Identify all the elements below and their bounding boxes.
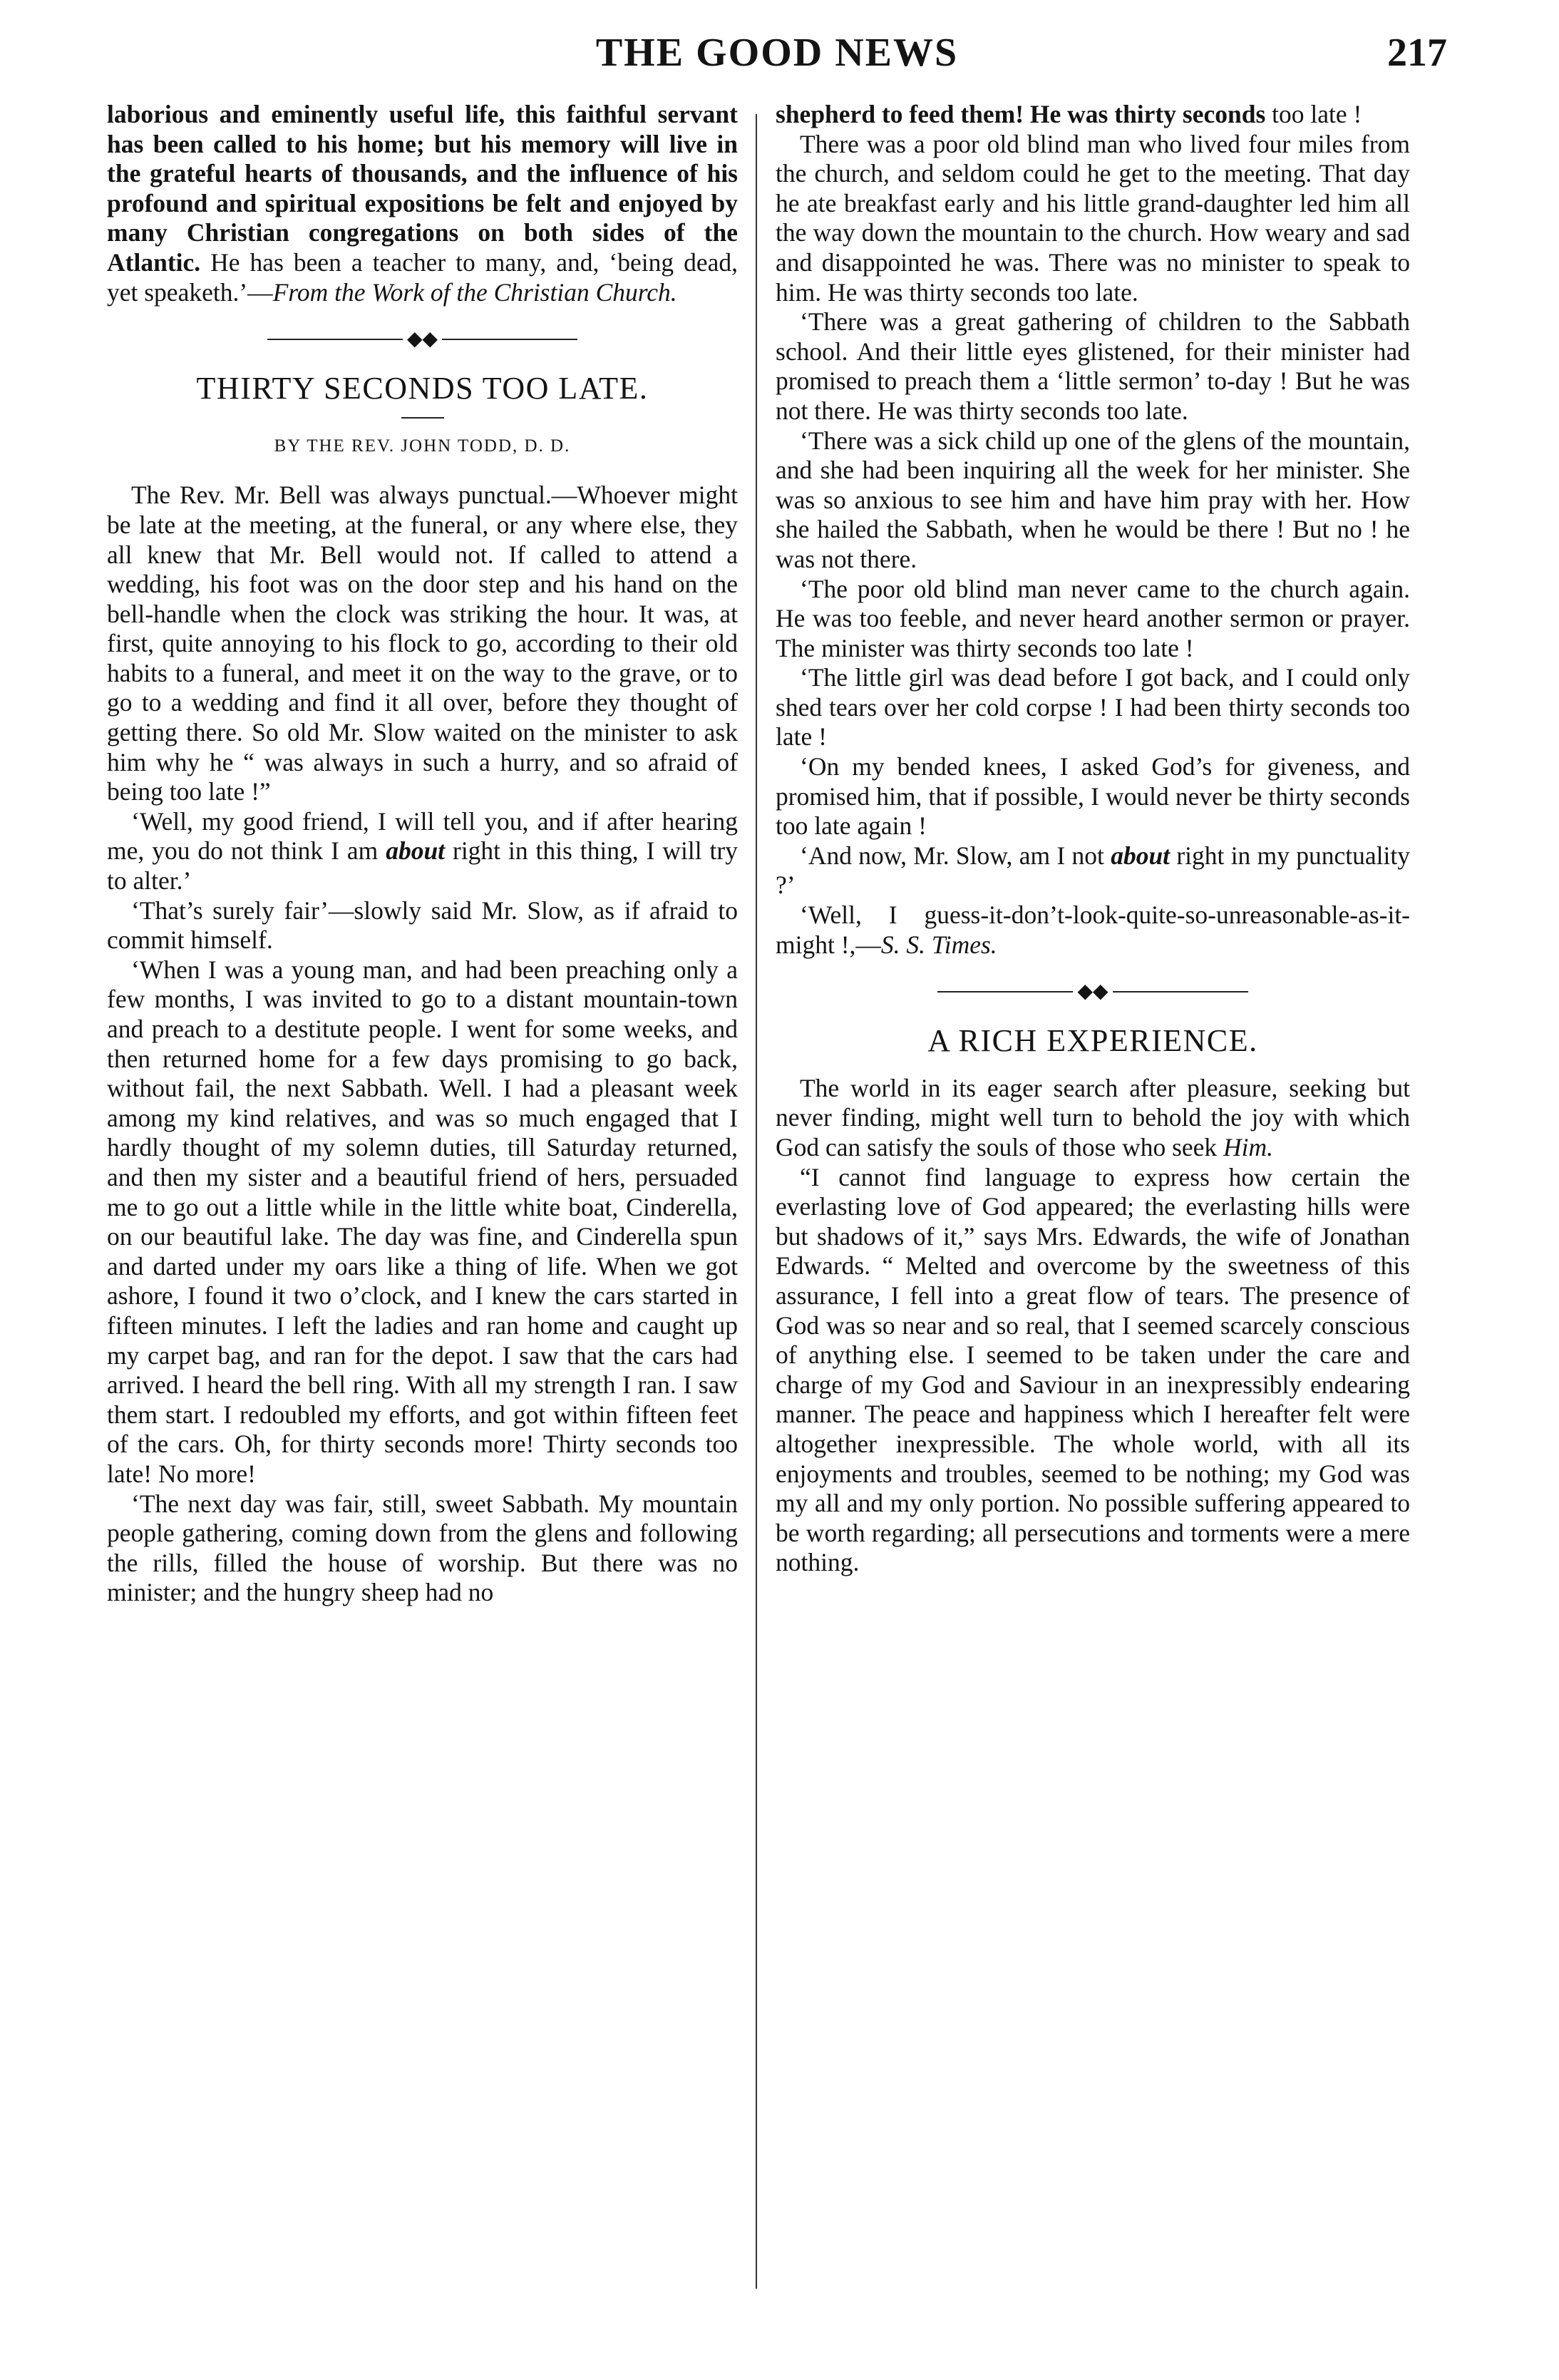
right-column [776, 100, 1410, 1578]
paragraph: ‘That’s surely fair’—slowly said Mr. Slow, as if afraid to commit himself. [107, 896, 738, 955]
paragraph: ‘On my bended knees, I asked God’s for giveness, and promised him, that if possible, I would never be thirty seconds too late again ! [776, 752, 1410, 841]
left-column [107, 100, 738, 1608]
article-body-right [776, 100, 1410, 960]
title-rule [401, 417, 444, 419]
paragraph: ‘The poor old blind man never came to the church again. He was too feeble, and never heard another sermon or prayer. The minister was thirty seconds too late ! [776, 574, 1410, 662]
section-separator: ◆◆ [107, 326, 738, 352]
page-number: 217 [1387, 31, 1447, 75]
paragraph: ‘The next day was fair, still, sweet Sabbath. My mountain people gathering, coming down from the glens and following the rills, filled the house of worship. But there was no minister; and the hungry sheep had no [107, 1489, 738, 1607]
intro-paragraph: laborious and eminently useful life, this faithful servant has been called to his home; but his memory will live in the grateful hearts of thousands, and the influence of his profound and spiritual expositions be felt and enjoyed by many Christian congregations on both sides of the Atlantic. He has been a teacher to many, and, ‘being dead, yet speaketh.’—From the Work of the Christian Church. [107, 100, 738, 307]
article2-title: A RICH EXPERIENCE. [927, 1022, 1258, 1058]
article2-body [776, 1074, 1410, 1578]
paragraph: ‘And now, Mr. Slow, am I not about right in my punctuality ?’ [776, 841, 1410, 900]
paragraph: The world in its eager search after pleasure, seeking but never finding, might well turn to behold the joy with which God can satisfy the souls of those who seek Him. [776, 1073, 1410, 1161]
paragraph: “I cannot find language to express how certain the everlasting love of God appeared; the everlasting hills were but shadows of it,” says Mrs. Edwards, the wife of Jonathan Edwards. “ Melted and overcome by the sweetness of this assurance, I fell into a great flow of tears. The presence of God was so near and so real, that I seemed scarcely conscious of anything else. I seemed to be taken under the care and charge of my God and Saviour in an inexpressibly endearing manner. The peace and happiness which I hereafter felt were altogether inexpressible. The whole world, with all its enjoyments and troubles, seemed to be nothing; my God was my all and my only portion. No possible suffering appeared to be worth regarding; all persecutions and torments were a mere nothing. [776, 1162, 1410, 1577]
page-header [107, 30, 1447, 87]
paragraph: ‘The little girl was dead before I got back, and I could only shed tears over her cold corpse ! I had been thirty seconds too late ! [776, 663, 1410, 752]
periodical-title: THE GOOD NEWS [595, 31, 959, 75]
article-byline: BY THE REV. JOHN TODD, D. D. [274, 436, 571, 456]
paragraph: ‘Well, I guess-it-don’t-look-quite-so-unreasonable-as-it-might !,—S. S. Times. [776, 901, 1410, 959]
paragraph: shepherd to feed them! He was thirty seconds too late ! [776, 100, 1362, 128]
section-separator-2: ◆◆ [776, 978, 1410, 1004]
paragraph: The Rev. Mr. Bell was always punctual.—Whoever might be late at the meeting, at the funeral, or any where else, they all knew that Mr. Bell would not. If called to attend a wedding, his foot was on the door step and his hand on the bell-handle when the clock was striking the hour. It was, at first, quite annoying to his flock to go, according to their old habits to a funeral, and meet it on the way to the grave, or to go to a wedding and find it all over, before they thought of getting there. So old Mr. Slow waited on the minister to ask him why he “ was always in such a hurry, and so afraid of being too late !” [107, 481, 738, 806]
article-title: THIRTY SECONDS TOO LATE. [196, 370, 649, 406]
column-divider [756, 114, 757, 2289]
paragraph: ‘When I was a young man, and had been preaching only a few months, I was invited to go to a distant mountain-town and preach to a destitute people. I went for some weeks, and then returned home for a few days promising to go back, without fail, the next Sabbath. Well. I had a pleasant week among my kind relatives, and was so much engaged that I hardly thought of my solemn duties, till Saturday returned, and then my sister and a beautiful friend of hers, persuaded me to go out a little while in the little white boat, Cinderella, on our beautiful lake. The day was fine, and Cinderella spun and darted under my oars like a thing of life. When we got ashore, I found it two o’clock, and I knew the cars started in fifteen minutes. I left the ladies and ran home and caught up my carpet bag, and ran for the depot. I saw that the cars had arrived. I heard the bell ring. With all my strength I ran. I saw them start. I redoubled my efforts, and got within fifteen feet of the cars. Oh, for thirty seconds more! Thirty seconds too late! No more! [107, 955, 738, 1488]
paragraph: ‘There was a sick child up one of the glens of the mountain, and she had been inquiring all the week for her minister. She was so anxious to see him and have him pray with her. How she hailed the Sabbath, when he would be there ! But no ! he was not there. [776, 426, 1410, 573]
paragraph: ‘Well, my good friend, I will tell you, and if after hearing me, you do not think I am about right in this thing, I will try to alter.’ [107, 806, 738, 896]
article-body-left [107, 481, 738, 1608]
paragraph: ‘There was a great gathering of children to the Sabbath school. And their little eyes glistened, for their minister had promised to preach them a ‘little sermon’ to-day ! But he was not there. He was thirty seconds too late. [776, 307, 1410, 425]
paragraph: There was a poor old blind man who lived four miles from the church, and seldom could he get to the meeting. That day he ate breakfast early and his little grand-daughter led him all the way down the mountain to the church. How weary and sad and disappointed he was. There was no minister to speak to him. He was thirty seconds too late. [776, 129, 1410, 307]
